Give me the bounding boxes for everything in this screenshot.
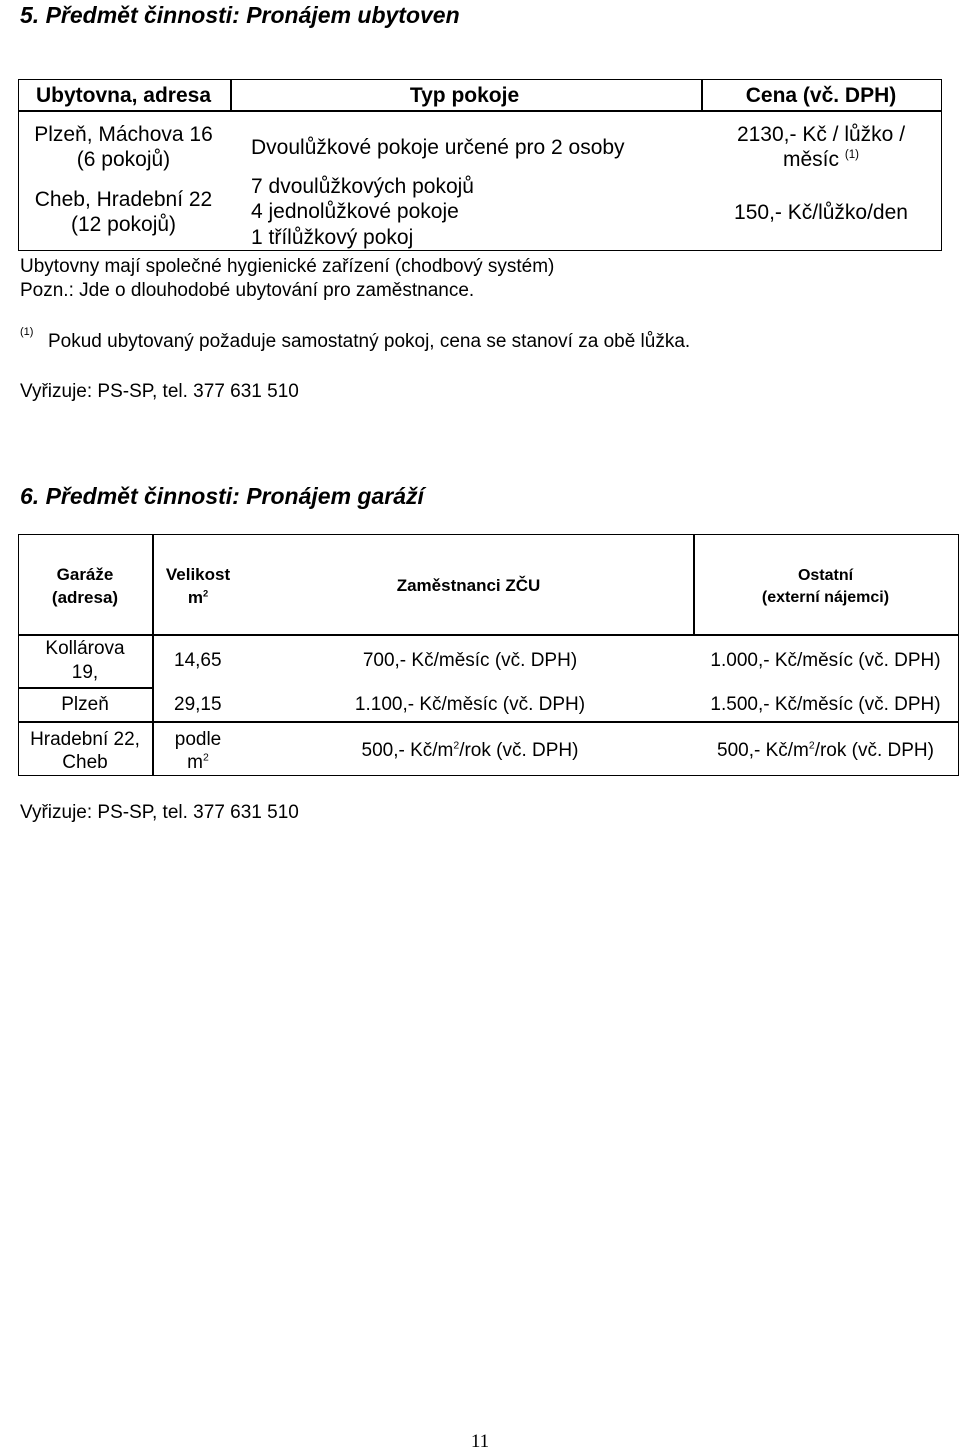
- garage-row3-size-line1: podle: [174, 729, 222, 750]
- row2-price: 150,- Kč/lůžko/den: [734, 201, 908, 224]
- row2-address-line2: (12 pokojů): [70, 213, 177, 236]
- table-divider: [693, 535, 695, 635]
- header-room-type: Typ pokoje: [409, 84, 520, 107]
- header-garages-line1: Garáže: [56, 565, 114, 584]
- row2-type-line2: 4 jednolůžkové pokoje: [251, 200, 459, 223]
- row1-price-line2: měsíc $^{(1)}$: [783, 148, 859, 171]
- table-divider: [19, 721, 958, 723]
- garage-row2-employees: 1.100,- Kč/měsíc (vč. DPH): [354, 694, 586, 715]
- garage-row1-address-line2: 19,: [71, 662, 99, 683]
- row1-room-type: Dvoulůžkové pokoje určené pro 2 osoby: [251, 136, 625, 159]
- row1-price-line1: 2130,- Kč / lůžko /: [736, 123, 906, 146]
- garage-row3-size-line2: $m^2$: [187, 752, 209, 773]
- header-other-line1: Ostatní: [797, 567, 854, 584]
- table-divider: [19, 110, 941, 112]
- section5-heading: 5. Předmět činnosti: Pronájem ubytoven: [20, 2, 460, 28]
- garage-row3-address-line1: Hradební 22,: [30, 729, 140, 750]
- garage-row3-employees: 500,- $Kč/m^2$/rok (vč. DPH): [361, 740, 579, 761]
- table-divider: [19, 687, 153, 689]
- header-size-line2: $m^2$: [187, 588, 209, 607]
- row2-address-line1: Cheb, Hradební 22: [34, 188, 213, 211]
- page-number: 11: [470, 1431, 490, 1452]
- garage-row3-address-line2: Cheb: [62, 752, 108, 773]
- garage-row1-address-line1: Kollárova: [45, 638, 125, 659]
- garage-row1-employees: 700,- Kč/měsíc (vč. DPH): [362, 650, 578, 671]
- footnote-ref: (1): [844, 149, 859, 161]
- garage-row2-other: 1.500,- Kč/měsíc (vč. DPH): [710, 694, 941, 715]
- footnote-mark: (1): [20, 326, 34, 338]
- header-price: Cena (vč. DPH): [745, 84, 897, 107]
- garage-row3-other: 500,- $Kč/m^2$/rok (vč. DPH): [717, 740, 934, 761]
- garage-row2-size: 29,15: [174, 694, 222, 715]
- header-size-line1: Velikost: [165, 565, 231, 584]
- header-address: Ubytovna, adresa: [35, 84, 212, 107]
- row1-address-line1: Plzeň, Máchova 16: [34, 123, 213, 146]
- footnote-text: Pokud ubytovaný požaduje samostatný pokoj, cena se stanoví za obě lůžka.: [48, 331, 691, 352]
- row1-address-line2: (6 pokojů): [76, 148, 171, 171]
- header-other-line2: (externí nájemci): [761, 589, 890, 606]
- row2-type-line1: 7 dvoulůžkových pokojů: [251, 175, 474, 198]
- table-divider: [19, 634, 958, 636]
- garage-row2-address: Plzeň: [61, 694, 109, 715]
- header-garages-line2: (adresa): [51, 588, 119, 607]
- header-employees: Zaměstnanci ZČU: [396, 576, 541, 595]
- row2-type-line3: 1 třílůžkový pokoj: [251, 226, 414, 249]
- section6-contact: Vyřizuje: PS-SP, tel. 377 631 510: [20, 802, 299, 823]
- note-remark: Pozn.: Jde o dlouhodobé ubytování pro zaměstnance.: [20, 280, 475, 301]
- section5-contact: Vyřizuje: PS-SP, tel. 377 631 510: [20, 381, 299, 402]
- garage-row1-other: 1.000,- Kč/měsíc (vč. DPH): [710, 650, 941, 671]
- garage-row1-size: 14,65: [174, 650, 222, 671]
- section6-heading: 6. Předmět činnosti: Pronájem garáží: [20, 483, 424, 509]
- hygiene-note: Ubytovny mají společné hygienické zařízení (chodbový systém): [20, 256, 555, 277]
